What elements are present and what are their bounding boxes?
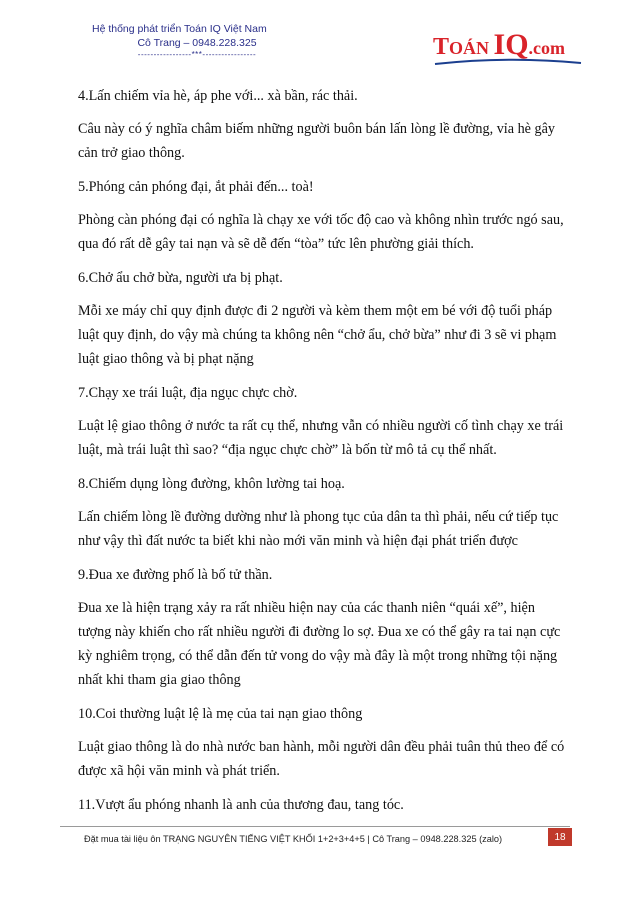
section-heading-8: 8.Chiếm dụng lòng đường, khôn lường tai hoạ. xyxy=(78,476,345,492)
paragraph-6: Mỗi xe máy chỉ quy định được đi 2 người và kèm them một em bé với độ tuổi pháp luật quy định, do vậy mà chúng ta không nên “chở ẩu, chở bừa” như đi 3 sẽ vi phạm luật giao thông và bị phạt nặng xyxy=(78,303,557,367)
paragraph-4: Câu này có ý nghĩa châm biếm những người buôn bán lấn lòng lề đường, vỉa hè gây cản trở giao thông. xyxy=(78,121,555,161)
paragraph-5: Phòng càn phóng đại có nghĩa là chạy xe với tốc độ cao và không nhìn trước ngó sau, qua đó rất dễ gây tai nạn và sẽ dễ đến “tòa” tức lên phường giải thích. xyxy=(78,212,564,252)
logo-part-1: T xyxy=(433,34,450,60)
document-body xyxy=(78,84,568,826)
paragraph-10: Luật giao thông là do nhà nước ban hành, mỗi người dân đều phải tuân thủ theo để có được xã hội văn minh và phát triển. xyxy=(78,739,565,779)
section-heading-4: 4.Lấn chiếm vỉa hè, áp phe với... xà bần, rác thải. xyxy=(78,88,358,104)
footer-text: Đặt mua tài liệu ôn TRẠNG NGUYÊN TIẾNG VIỆT KHỐI 1+2+3+4+5 | Cô Trang – 0948.228.325 (zalo) xyxy=(84,834,503,844)
logo-part-3: IQ xyxy=(493,28,529,61)
header-contact: Cô Trang – 0948.228.325 xyxy=(137,37,257,49)
paragraph-7: Luật lệ giao thông ở nước ta rất cụ thể, nhưng vẫn có nhiều người cố tình chạy xe trái luật, mà trái luật thì sao? “địa ngục chực chờ” là bốn từ mô tả cụ thể nhất. xyxy=(78,418,564,458)
section-heading-5: 5.Phóng cản phóng đại, ắt phải đến... toà! xyxy=(78,179,314,195)
logo-part-2: OÁN xyxy=(449,38,494,58)
section-heading-7: 7.Chạy xe trái luật, địa ngục chực chờ. xyxy=(78,385,298,401)
logo-swoosh-icon xyxy=(433,58,583,68)
paragraph-8: Lấn chiếm lòng lề đường dường như là phong tục của dân ta thì phải, nếu cứ tiếp tục như vậy thì đất nước ta biết khi nào mới văn minh và hiện đại phát triển được xyxy=(78,509,559,549)
footer-divider xyxy=(60,826,570,827)
header-org-block xyxy=(92,22,302,60)
section-heading-10: 10.Coi thường luật lệ là mẹ của tai nạn giao thông xyxy=(78,706,363,722)
section-heading-11: 11.Vượt ẩu phóng nhanh là anh của thương đau, tang tóc. xyxy=(78,797,404,813)
header-org-name: Hệ thống phát triển Toán IQ Việt Nam xyxy=(92,23,267,35)
page-number-badge: 18 xyxy=(548,828,572,846)
section-heading-9: 9.Đua xe đường phố là bố tử thần. xyxy=(78,567,273,583)
header-divider: -----------------***----------------- xyxy=(137,50,257,59)
logo-part-4: .com xyxy=(528,38,566,58)
paragraph-9: Đua xe là hiện trạng xảy ra rất nhiều hiện nay của các thanh niên “quái xế”, hiện tượng này khiến cho rất nhiều người đi đường lo sợ. Đua xe có thể gây ra tai nạn cực kỳ nghiêm trọng, có thể dẫn đến tử vong do vậy mà đây là một trong những tội nặng nhất khi tham gia giao thông xyxy=(78,600,561,688)
toan-iq-logo xyxy=(433,28,593,64)
section-heading-6: 6.Chở ẩu chở bừa, người ưa bị phạt. xyxy=(78,270,283,286)
